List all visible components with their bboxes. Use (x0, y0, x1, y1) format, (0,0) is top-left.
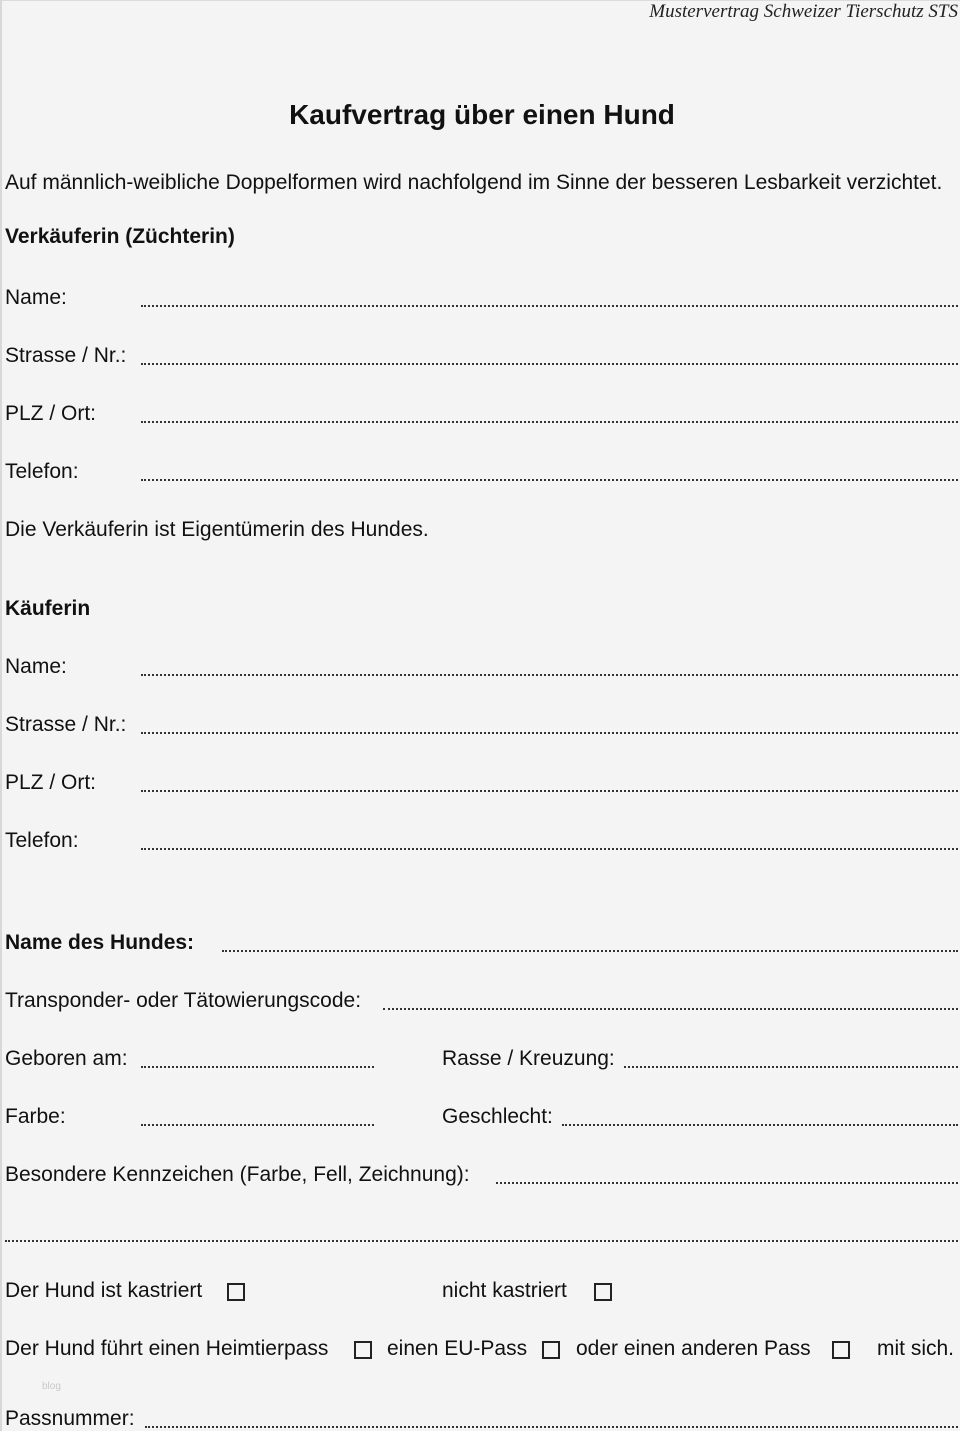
header-note: Mustervertrag Schweizer Tierschutz STS (649, 1, 958, 22)
pet-passport-checkbox[interactable] (354, 1341, 372, 1359)
seller-name-field[interactable] (141, 305, 958, 307)
dog-color-label: Farbe: (5, 1105, 66, 1128)
seller-phone-field[interactable] (141, 479, 958, 481)
buyer-name-label: Name: (5, 655, 67, 678)
buyer-street-field[interactable] (141, 732, 958, 734)
intro-text: Auf männlich-weibliche Doppelformen wird nachfolgend im Sinne der besseren Lesbarkeit verzichtet. (5, 171, 943, 194)
seller-city-label: PLZ / Ort: (5, 402, 97, 425)
dog-sex-label: Geschlecht: (442, 1105, 553, 1128)
seller-phone-label: Telefon: (5, 460, 79, 483)
dog-name-label: Name des Hundes: (5, 931, 195, 954)
pass-number-label: Passnummer: (5, 1407, 135, 1430)
dog-breed-field[interactable] (624, 1066, 958, 1068)
other-pass-label: oder einen anderen Pass (576, 1337, 811, 1360)
dog-color-field[interactable] (141, 1124, 374, 1126)
seller-city-field[interactable] (141, 421, 958, 423)
dog-name-field[interactable] (222, 950, 958, 952)
page-title: Kaufvertrag über einen Hund (289, 99, 675, 130)
pass-prefix-label: Der Hund führt einen Heimtierpass (5, 1337, 329, 1360)
buyer-city-label: PLZ / Ort: (5, 771, 97, 794)
buyer-phone-field[interactable] (141, 848, 958, 850)
buyer-phone-label: Telefon: (5, 829, 79, 852)
neutered-checkbox[interactable] (227, 1283, 245, 1301)
dog-marks-field[interactable] (496, 1182, 958, 1184)
seller-heading: Verkäuferin (Züchterin) (5, 225, 235, 248)
eu-pass-label: einen EU-Pass (387, 1337, 528, 1360)
dog-born-label: Geboren am: (5, 1047, 128, 1070)
dog-chip-field[interactable] (383, 1008, 958, 1010)
buyer-street-label: Strasse / Nr.: (5, 713, 127, 736)
watermark: blog (42, 1381, 61, 1392)
neutered-label: Der Hund ist kastriert (5, 1279, 203, 1302)
pass-number-field[interactable] (145, 1426, 958, 1428)
seller-statement: Die Verkäuferin ist Eigentümerin des Hundes. (5, 518, 429, 541)
other-pass-checkbox[interactable] (832, 1341, 850, 1359)
dog-marks-field-line2[interactable] (5, 1240, 958, 1242)
seller-name-label: Name: (5, 286, 67, 309)
buyer-name-field[interactable] (141, 674, 958, 676)
pass-suffix-label: mit sich. (877, 1337, 955, 1360)
dog-breed-label: Rasse / Kreuzung: (442, 1047, 615, 1070)
buyer-city-field[interactable] (141, 790, 958, 792)
buyer-heading: Käuferin (5, 597, 91, 620)
dog-marks-label: Besondere Kennzeichen (Farbe, Fell, Zeichnung): (5, 1163, 470, 1186)
not-neutered-checkbox[interactable] (594, 1283, 612, 1301)
seller-street-label: Strasse / Nr.: (5, 344, 127, 367)
eu-pass-checkbox[interactable] (542, 1341, 560, 1359)
seller-street-field[interactable] (141, 363, 958, 365)
not-neutered-label: nicht kastriert (442, 1279, 567, 1302)
dog-sex-field[interactable] (562, 1124, 958, 1126)
dog-born-field[interactable] (141, 1066, 374, 1068)
dog-chip-label: Transponder- oder Tätowierungscode: (5, 989, 362, 1012)
